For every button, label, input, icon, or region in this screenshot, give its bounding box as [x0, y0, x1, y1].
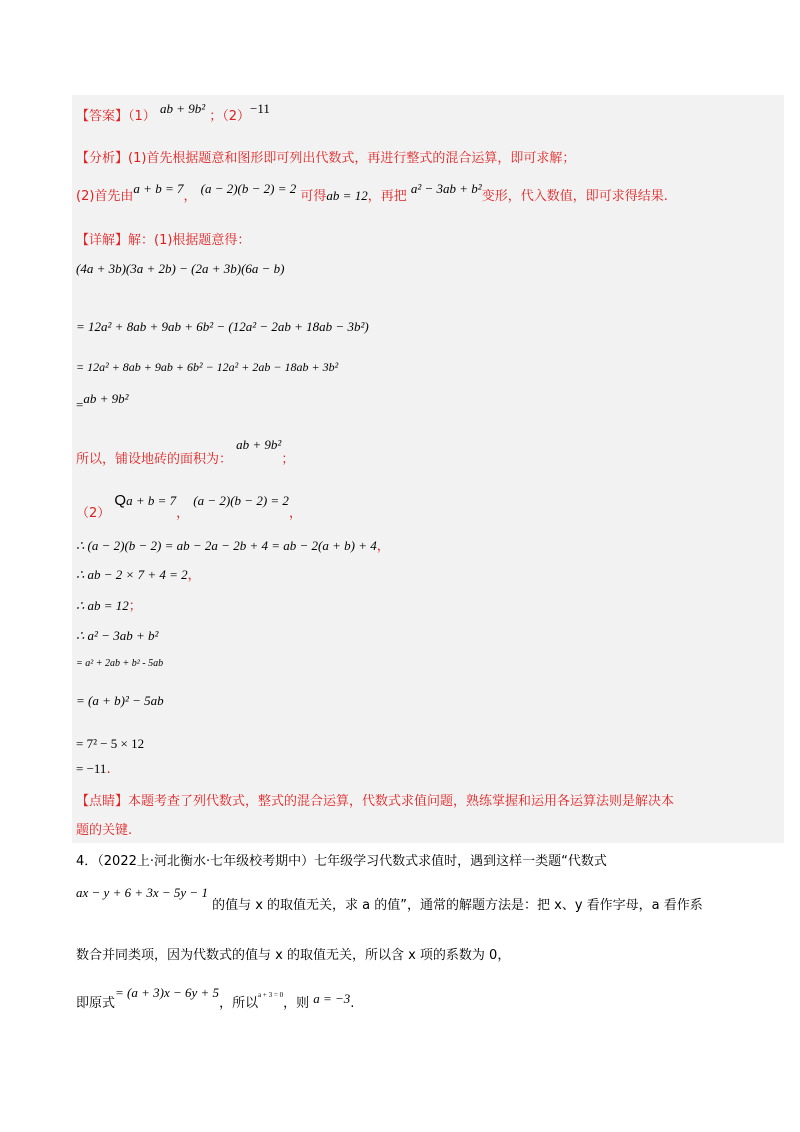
question4-text4-mid2: ，则	[283, 996, 310, 1011]
part2-comma: ，	[176, 506, 190, 521]
question4-small-expr: a + 3 = 0	[258, 991, 284, 999]
equation: = 12a² + 8ab + 9ab + 6b² − 12a² + 2ab − 18ab + 3b²	[76, 360, 339, 374]
comment-text2: 题的关键.	[76, 823, 133, 838]
detail-step3	[76, 597, 142, 616]
detail-eq3	[76, 358, 338, 377]
part2-end: ，	[288, 506, 302, 521]
question4-text4-mid: ，所以	[219, 996, 259, 1011]
step-end: ，	[187, 568, 201, 583]
equals-sign: =	[76, 397, 84, 412]
analysis-text-post: 变形，代入数值，即可求得结果.	[481, 189, 668, 204]
step-end: ；	[128, 599, 142, 614]
analysis-expr-sum: a + b = 7	[133, 181, 184, 196]
analysis-expr-ab: ab = 12	[326, 188, 368, 203]
conclusion-text: 所以，铺设地砖的面积为：	[76, 452, 233, 467]
question4-line3	[76, 947, 510, 965]
analysis-label: 【分析】	[76, 151, 129, 166]
comment-line1	[76, 793, 674, 811]
answer-label: 【答案】	[76, 109, 129, 124]
detail-eq2	[76, 318, 369, 337]
answer-section	[72, 95, 784, 843]
conclusion-expr: ab + 9b²	[236, 437, 282, 452]
question4-expr2: = (a + 3)x − 6y + 5	[115, 985, 220, 1000]
conclusion-end: ；	[281, 452, 295, 467]
analysis-expr-target: a² − 3ab + b²	[410, 181, 482, 196]
answer-part1-num: （1）	[128, 109, 156, 124]
equation: = −11	[76, 761, 107, 776]
analysis-text-mid2: ，再把	[367, 189, 407, 204]
step-end: ，	[376, 539, 390, 554]
question4-text4-pre: 即原式	[76, 996, 116, 1011]
analysis-text1: (1)首先根据题意和图形即可列出代数式，再进行整式的混合运算，即可求解；	[128, 151, 576, 166]
answer-separator: ；	[209, 109, 223, 124]
step-end: .	[106, 762, 111, 777]
question4-line4	[76, 985, 355, 1011]
detail-step8	[76, 760, 111, 779]
comment-text1: 本题考查了列代数式，整式的混合运算，代数式求值问题，熟练掌握和运用各运算法则是解决本	[128, 794, 675, 809]
analysis-text-mid: 可得	[300, 189, 327, 204]
question4-line1	[76, 853, 607, 871]
equation: = 7² − 5 × 12	[76, 736, 145, 751]
detail-step7	[76, 735, 144, 754]
detail-step6	[76, 692, 164, 711]
analysis-line2	[76, 181, 668, 206]
part2-expr-sum: a + b = 7	[126, 493, 177, 508]
comment-label: 【点睛】	[76, 794, 129, 809]
equation: ∴ a² − 3ab + b²	[76, 628, 159, 643]
analysis-line1	[76, 150, 575, 168]
question4-line2	[76, 885, 703, 913]
equation: ab + 9b²	[83, 391, 129, 406]
therefore-glyph: Q	[114, 492, 127, 509]
part2-expr-product: (a − 2)(b − 2) = 2	[193, 493, 289, 508]
answer-part1-expr: ab + 9b²	[159, 101, 206, 116]
detail-step5	[76, 654, 163, 673]
detail-conclusion	[76, 437, 295, 467]
answer-part2-num: （2）	[222, 109, 251, 124]
answer-part2-expr: −11	[250, 101, 270, 116]
question4-end: .	[350, 996, 355, 1011]
analysis-comma: ，	[183, 189, 197, 204]
question4-text2: 的值与 x 的取值无关，求 a 的值”，通常的解题方法是：把 x、y 看作字母，a 看作系	[212, 898, 703, 913]
analysis-expr-product: (a − 2)(b − 2) = 2	[200, 181, 297, 196]
equation: (4a + 3b)(3a + 2b) − (2a + 3b)(6a − b)	[76, 261, 285, 276]
analysis-text2-pre: (2)首先由	[76, 189, 134, 204]
answer-line	[76, 101, 270, 126]
comment-line2	[76, 822, 132, 840]
question4-expr3: a = −3	[313, 991, 351, 1006]
equation: ∴ ab = 12	[76, 598, 129, 613]
detail-intro: 解：(1)根据题意得：	[128, 233, 251, 248]
detail-part2	[76, 492, 302, 521]
equation: = 12a² + 8ab + 9ab + 6b² − (12a² − 2ab + 18ab − 3b²)	[76, 319, 369, 334]
question4-expr: ax − y + 6 + 3x − 5y − 1	[76, 885, 208, 900]
equation: = (a + b)² − 5ab	[76, 693, 164, 708]
detail-eq4	[76, 390, 129, 412]
detail-eq1	[76, 260, 285, 279]
detail-line-intro	[76, 232, 250, 250]
detail-step2	[76, 566, 201, 585]
equation: ∴ (a − 2)(b − 2) = ab − 2a − 2b + 4 = ab − 2(a + b) + 4	[76, 538, 377, 553]
question4-text1: 4．（2022上·河北衡水·七年级校考期中）七年级学习代数式求值时，遇到这样一类题“代数式	[76, 854, 607, 869]
part2-num: （2）	[76, 506, 111, 521]
equation: ∴ ab − 2 × 7 + 4 = 2	[76, 567, 188, 582]
equation: = a² + 2ab + b² - 5ab	[76, 658, 164, 669]
detail-step1	[76, 537, 390, 556]
question4-text3: 数合并同类项，因为代数式的值与 x 的取值无关，所以含 x 项的系数为 0，	[76, 948, 511, 963]
detail-label: 【详解】	[76, 233, 129, 248]
detail-step4	[76, 627, 158, 646]
